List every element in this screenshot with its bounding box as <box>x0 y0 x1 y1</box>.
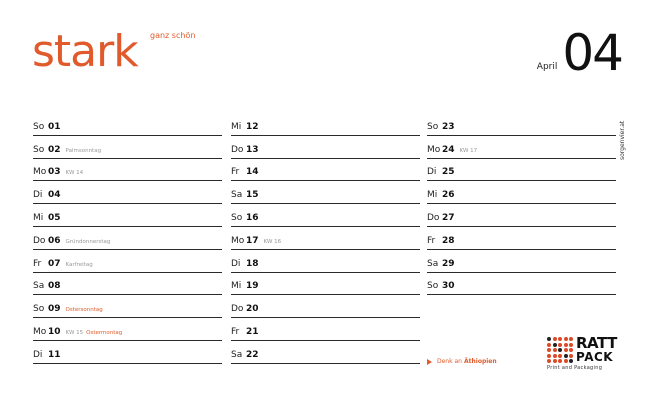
weekday: Di <box>33 190 43 201</box>
day-number: 05 <box>48 212 61 223</box>
weekday: Mo <box>33 326 47 337</box>
weekday: So <box>33 144 45 155</box>
weekday: Sa <box>231 190 243 201</box>
weekday: Sa <box>33 281 45 292</box>
logo-dot <box>558 343 562 347</box>
logo-dot <box>547 359 551 363</box>
calendar-row <box>231 318 420 341</box>
logo-dot <box>547 343 551 347</box>
logo-dot <box>558 348 562 352</box>
day-number: 06 <box>48 235 61 246</box>
calendar-row <box>231 204 420 227</box>
weekday: So <box>427 281 439 292</box>
calendar-row <box>427 204 616 227</box>
weekday: Do <box>33 235 46 246</box>
logo-dot <box>558 337 562 341</box>
brand-subtitle: ganz schön <box>150 31 196 40</box>
weekday: Do <box>427 212 440 223</box>
weekday: Mo <box>427 144 441 155</box>
weekday: Fr <box>427 235 436 246</box>
day-number: 28 <box>442 235 455 246</box>
weekday: Do <box>231 304 244 315</box>
logo-dot <box>569 337 573 341</box>
weekday: So <box>427 121 439 132</box>
day-number: 19 <box>246 281 259 292</box>
day-note: KW 16 <box>263 238 282 245</box>
day-number: 12 <box>246 121 259 132</box>
logo-dot <box>564 348 568 352</box>
logo-dot <box>558 359 562 363</box>
weekday: Mi <box>231 121 242 132</box>
calendar-row <box>427 250 616 273</box>
logo-dot <box>553 348 557 352</box>
calendar-row <box>427 181 616 204</box>
calendar-row <box>231 295 420 318</box>
day-number: 01 <box>48 121 61 132</box>
logo-dot <box>553 354 557 358</box>
day-number: 24 <box>442 144 455 155</box>
calendar-row <box>427 273 616 296</box>
calendar-row <box>33 159 222 182</box>
play-arrow-icon <box>427 359 432 365</box>
logo-dot <box>547 337 551 341</box>
calendar-row <box>33 273 222 296</box>
logo-word-1: RATT <box>576 334 617 352</box>
weekday: Di <box>427 167 437 178</box>
weekday: Di <box>33 349 43 360</box>
day-note: KW 17 <box>459 147 478 154</box>
calendar-row <box>231 227 420 250</box>
calendar-row <box>33 318 222 341</box>
day-number: 08 <box>48 281 61 292</box>
calendar-row <box>427 113 616 136</box>
logo-dot <box>547 348 551 352</box>
calendar-row <box>33 204 222 227</box>
day-number: 23 <box>442 121 455 132</box>
logo-dot <box>553 359 557 363</box>
calendar-row <box>427 136 616 159</box>
calendar-row <box>33 250 222 273</box>
day-number: 04 <box>48 190 61 201</box>
weekday: Mi <box>231 281 242 292</box>
calendar-row <box>33 136 222 159</box>
calendar-row <box>231 250 420 273</box>
calendar-row <box>231 341 420 364</box>
dot-grid-icon <box>547 337 573 363</box>
day-number: 11 <box>48 349 61 360</box>
day-number: 29 <box>442 258 455 269</box>
calendar-row <box>231 181 420 204</box>
logo-dot <box>569 343 573 347</box>
day-number: 22 <box>246 349 259 360</box>
website-url: sorgenvier.at <box>619 120 626 160</box>
month-header <box>536 24 622 82</box>
month-number: 04 <box>562 24 622 82</box>
logo-dot <box>564 337 568 341</box>
calendar-row <box>427 159 616 182</box>
calendar-row <box>33 227 222 250</box>
day-number: 15 <box>246 190 259 201</box>
day-number: 10 <box>48 326 61 337</box>
day-number: 26 <box>442 190 455 201</box>
weekday: Fr <box>33 258 42 269</box>
weekday: Mo <box>231 235 245 246</box>
calendar-column-1 <box>33 113 222 364</box>
weekday: Mi <box>427 190 438 201</box>
day-note: Gründonnerstag <box>65 238 111 245</box>
weekday: Sa <box>427 258 439 269</box>
day-number: 16 <box>246 212 259 223</box>
calendar-row <box>231 136 420 159</box>
logo-dot <box>564 354 568 358</box>
day-note: Palmsonntag <box>65 147 102 154</box>
calendar-row <box>33 295 222 318</box>
day-number: 21 <box>246 326 259 337</box>
weekday: Fr <box>231 326 240 337</box>
day-number: 02 <box>48 144 61 155</box>
day-note: Ostersonntag <box>65 307 103 314</box>
weekday: So <box>231 212 243 223</box>
logo-dot <box>564 343 568 347</box>
day-number: 25 <box>442 167 455 178</box>
logo-dot <box>564 359 568 363</box>
weekday: So <box>33 121 45 132</box>
calendar-row <box>33 341 222 364</box>
weekday: Mi <box>33 212 44 223</box>
logo-dot <box>569 354 573 358</box>
logo-word-2: PACK <box>576 350 614 364</box>
brand-word: stark <box>32 26 138 77</box>
weekday: So <box>33 304 45 315</box>
day-number: 17 <box>246 235 259 246</box>
logo-tagline: Print and Packaging <box>547 365 603 371</box>
logo-dot <box>553 337 557 341</box>
calendar-row <box>231 113 420 136</box>
calendar-row <box>33 181 222 204</box>
weekday: Fr <box>231 167 240 178</box>
day-number: 14 <box>246 167 259 178</box>
ethiopia-text: Denk an <box>437 358 462 365</box>
day-holiday: Ostermontag <box>86 329 123 336</box>
day-number: 20 <box>246 304 259 315</box>
ethiopia-country: Äthiopien <box>463 358 497 365</box>
weekday: Mo <box>33 167 47 178</box>
day-number: 18 <box>246 258 259 269</box>
calendar-row <box>33 113 222 136</box>
day-note: KW 15 <box>65 329 84 336</box>
ethiopia-notice <box>427 358 497 365</box>
calendar-column-2 <box>231 113 420 364</box>
calendar-column-3 <box>427 113 616 295</box>
weekday: Do <box>231 144 244 155</box>
day-number: 30 <box>442 281 455 292</box>
month-name: April <box>536 62 558 72</box>
weekday: Di <box>231 258 241 269</box>
day-number: 03 <box>48 167 61 178</box>
logo-dot <box>569 359 573 363</box>
weekday: Sa <box>231 349 243 360</box>
day-number: 09 <box>48 304 61 315</box>
calendar-row <box>427 227 616 250</box>
calendar-row <box>231 273 420 296</box>
day-note: KW 14 <box>65 170 84 177</box>
day-number: 13 <box>246 144 259 155</box>
calendar-row <box>231 159 420 182</box>
logo-dot <box>558 354 562 358</box>
day-number: 27 <box>442 212 455 223</box>
day-number: 07 <box>48 258 61 269</box>
logo-dot <box>547 354 551 358</box>
day-note: Karfreitag <box>65 261 93 268</box>
brand-logo <box>32 26 196 77</box>
logo-dot <box>569 348 573 352</box>
rattpack-logo <box>547 334 621 373</box>
logo-dot <box>553 343 557 347</box>
